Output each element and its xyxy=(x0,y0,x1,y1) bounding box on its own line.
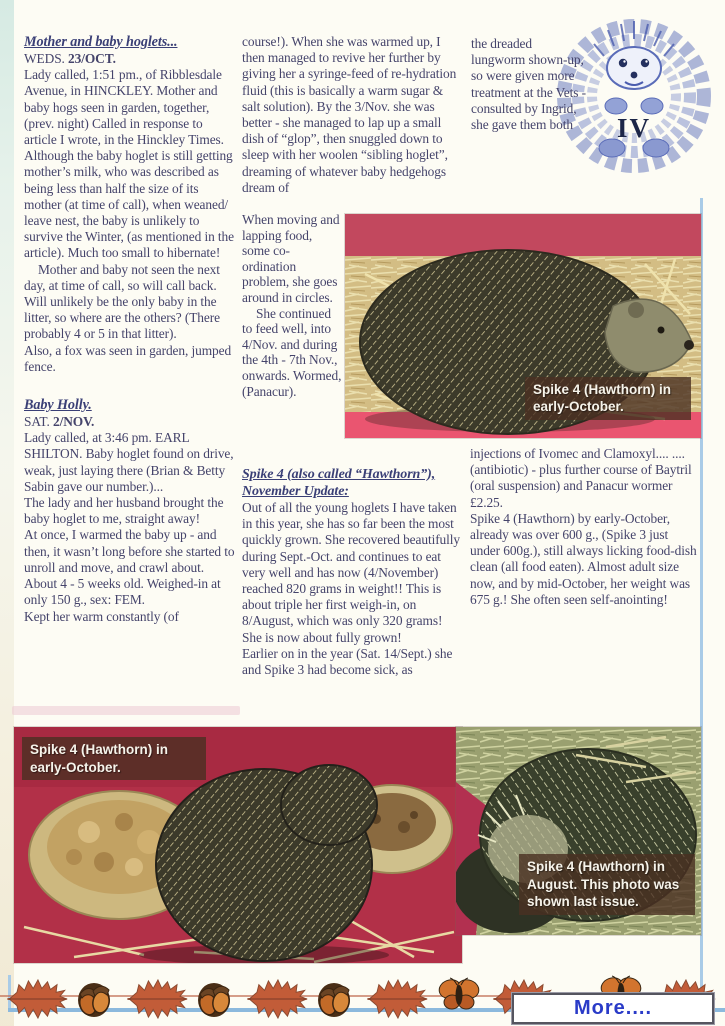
article-column-1 xyxy=(24,34,236,625)
paragraph: The lady and her husband brought the baby hoglet to me, straight away! xyxy=(24,495,224,527)
paragraph: Also, a fox was seen in garden, jumped fence. xyxy=(24,342,232,374)
paragraph: About 4 - 5 weeks old. Weighed-in at only 150 g., sex: FEM. xyxy=(24,576,221,608)
oak-leaf-icon xyxy=(6,978,68,1020)
paragraph: Out of all the young hoglets I have taken in this year, she has so far been the most quickly grown. She recovered beautifully during Sept.-Oct. and continues to eat very well and has now (4/November) reached 820 grams in weight!! This is about triple her first weigh-in, on 8/August, which was only 320 grams! She is now about fully grown! xyxy=(242,500,460,645)
butterfly-icon xyxy=(436,976,482,1014)
acorn-icon xyxy=(192,974,236,1020)
dateline: WEDS. 23/OCT. xyxy=(24,51,116,66)
photo-spike4-early-october-straw xyxy=(345,214,701,438)
photo-spike4-august xyxy=(456,727,701,935)
paragraph: course!). When she was warmed up, I then managed to revive her further by giving her a syringe-feed of re-hydration fluid (this is basically a warm sugar & salt solution). By the 3/Nov. she was better - she managed to lap up a small dish of “glop”, then snuggled down to sleep with her woolen “sibling hoglet”, dreaming of whatever baby hedgehogs dream of xyxy=(242,34,457,195)
paragraph: Lady called, 1:51 pm., of Ribblesdale Avenue, in HINCKLEY. Mother and baby hogs seen in garden, together, (prev. night) Called in response to article I wrote, in the Hinckley Times. Although the baby hoglet is still getting mother’s milk, who was described as being less than half the size of its mother (at time of call), when weaned/ leave nest, the baby is unlikely to survive the Winter, (as mentioned in the article). Much too small to hibernate! xyxy=(24,67,234,261)
oak-leaf-icon xyxy=(246,978,308,1020)
article-column-3-top xyxy=(471,36,589,133)
article-column-2-bottom xyxy=(242,466,462,678)
paragraph: Spike 4 (Hawthorn) by early-October, already was over 600 g., (Spike 3 just under 600g.), still always licking food-dish clean (all food eaten). Almost adult size now, and by mid-October, her weight was 675 g.! She often seen self-anointing! xyxy=(470,510,697,607)
paragraph: She continued to feed well, into 4/Nov. and during the 4th - 7th Nov., onwards. Wormed, (Panacur). xyxy=(242,305,342,399)
article-heading-baby-holly: Baby Holly. xyxy=(24,397,92,414)
article-column-2-narrow xyxy=(242,212,342,399)
page-number: IV xyxy=(616,113,652,143)
scan-pink-strip xyxy=(12,706,240,715)
article-heading-mother-and-baby: Mother and baby hoglets... xyxy=(24,34,178,50)
dateline: SAT. 2/NOV. xyxy=(24,414,95,430)
photo-spike4-early-october-bowls xyxy=(14,727,462,963)
paragraph: Lady called, at 3:46 pm. EARL SHILTON. Baby hoglet found on drive, weak, just laying there (Brian & Betty Sabin gave our number.)... xyxy=(24,430,234,494)
acorn-icon xyxy=(312,974,356,1020)
paragraph: injections of Ivomec and Clamoxyl.... ....(antibiotic) - plus further course of Baytril (oral suspension) and Panacur wormer £2.25. xyxy=(470,446,692,510)
paragraph: When moving and lapping food, some co-ordination problem, she goes around in circles. xyxy=(242,212,340,305)
photo-caption: Spike 4 (Hawthorn) in August. This photo was shown last issue. xyxy=(519,854,695,915)
article-column-3-bottom xyxy=(470,446,698,608)
paragraph: Kept her warm constantly (of xyxy=(24,608,179,624)
photo-caption: Spike 4 (Hawthorn) in early-October. xyxy=(22,737,206,780)
paragraph: Earlier on in the year (Sat. 14/Sept.) she and Spike 3 had become sick, as xyxy=(242,645,453,678)
article-heading-spike4-update: Spike 4 (also called “Hawthorn”), November Update: xyxy=(242,467,436,499)
oak-leaf-icon xyxy=(366,978,428,1020)
paragraph: Mother and baby not seen the next day, at time of call, so will call back. Will unlikely be the only baby in the litter, so where are the others? (There probably 4 or 5 in that litter). xyxy=(24,261,220,342)
more-button[interactable]: More.... xyxy=(512,993,714,1024)
photo-caption: Spike 4 (Hawthorn) in early-October. xyxy=(525,377,691,420)
article-column-2-top xyxy=(242,34,460,196)
oak-leaf-icon xyxy=(126,978,188,1020)
paragraph: At once, I warmed the baby up - and then, it wasn’t long before she started to unroll and move, and crawl about. xyxy=(24,527,235,575)
paragraph: the dreaded lungworm shown-up, so were given more treatment at the Vets - consulted by Ingrid, she gave them both xyxy=(471,36,586,133)
acorn-icon xyxy=(72,974,116,1020)
